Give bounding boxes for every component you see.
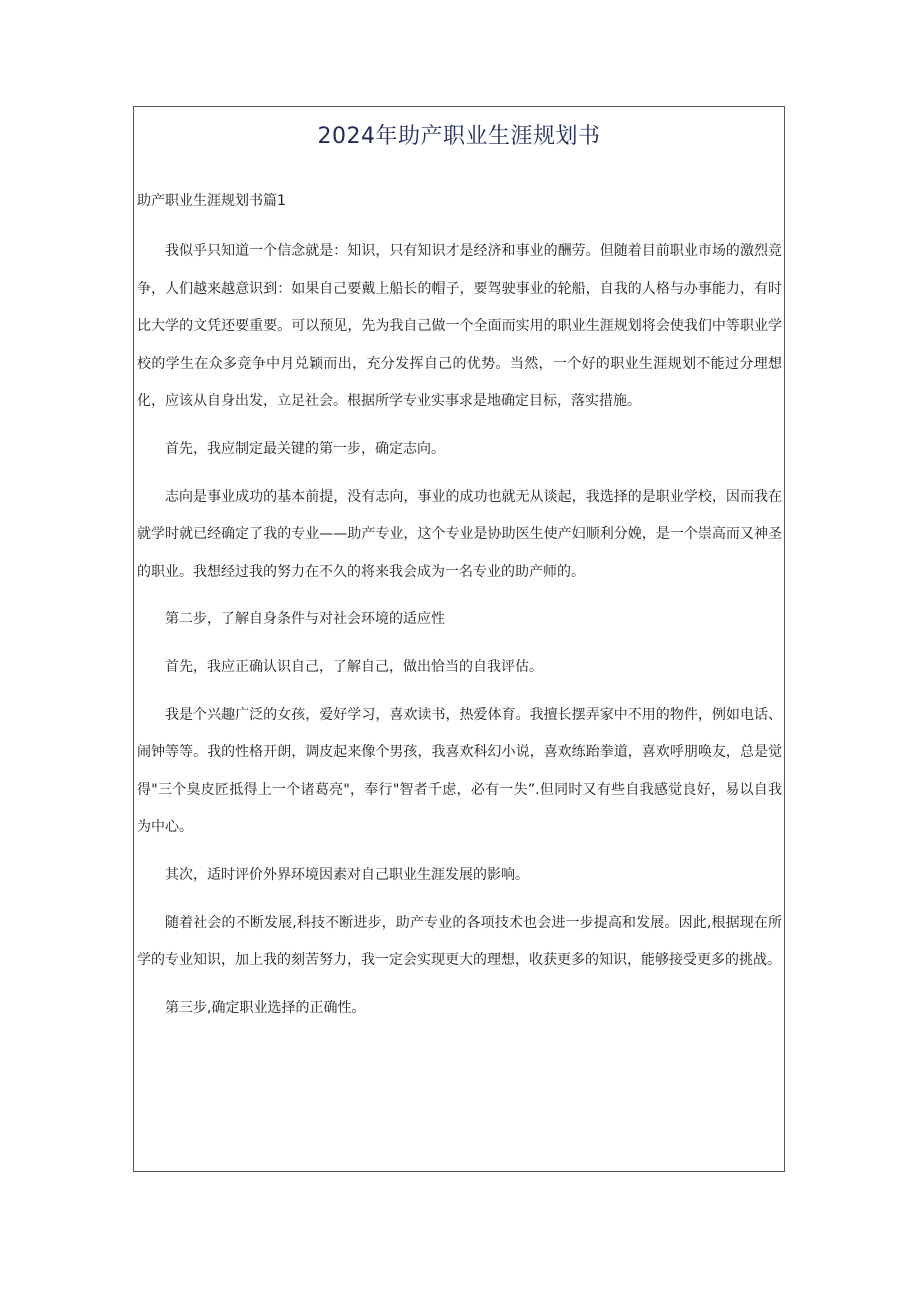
paragraph-environment: 其次，适时评价外界环境因素对自己职业生涯发展的影响。 — [165, 866, 529, 883]
paragraph-step2: 第二步，了解自身条件与对社会环境的适应性 — [165, 611, 445, 628]
paragraph-step3: 第三步,确定职业选择的正确性。 — [165, 999, 366, 1016]
paragraph-step1: 首先，我应制定最关键的第一步，确定志向。 — [165, 440, 445, 457]
document-title: 2024年助产职业生涯规划书 — [317, 124, 601, 149]
paragraph-development: 随着社会的不断发展,科技不断进步，助产专业的各项技术也会进一步提高和发展。因此,根据现在所学的专业知识，加上我的刻苦努力，我一定会实现更大的理想，收获更多的知识，能够接受更多的挑战。 — [137, 914, 782, 969]
document-page — [133, 106, 785, 1172]
paragraph-ambition: 志向是事业成功的基本前提，没有志向，事业的成功也就无从谈起，我选择的是职业学校，因而我在就学时就已经确定了我的专业——助产专业，这个专业是协助医生使产妇顺利分娩，是一个崇高而又神圣的职业。我想经过我的努力在不久的将来我会成为一名专业的助产师的。 — [137, 488, 782, 580]
paragraph-personality: 我是个兴趣广泛的女孩，爱好学习，喜欢读书，热爱体育。我擅长摆弄家中不用的物件，例如电话、闹钟等等。我的性格开朗，调皮起来像个男孩，我喜欢科幻小说，喜欢练跆拳道，喜欢呼朋唤友，总是觉得"三个臭皮匠抵得上一个诸葛亮"，奉行"智者千虑，必有一失”.但同时又有些自我感觉良好，易以自我为中心。 — [137, 706, 782, 836]
paragraph-intro: 我似乎只知道一个信念就是：知识，只有知识才是经济和事业的酬劳。但随着目前职业市场的激烈竞争，人们越来越意识到：如果自己要戴上船长的帽子，要驾驶事业的轮船，自我的人格与办事能力，有时比大学的文凭还要重要。可以预见，先为我自己做一个全面而实用的职业生涯规划将会使我们中等职业学校的学生在众多竞争中月兑颖而出，充分发挥自己的优势。当然，一个好的职业生涯规划不能过分理想化，应该从自身出发，立足社会。根据所学专业实事求是地确定目标，落实措施。 — [137, 243, 782, 410]
document-body — [137, 233, 782, 1027]
section-heading: 助产职业生涯规划书篇1 — [137, 193, 286, 209]
paragraph-self-assessment: 首先，我应正确认识自己，了解自己，做出恰当的自我评估。 — [165, 658, 543, 675]
